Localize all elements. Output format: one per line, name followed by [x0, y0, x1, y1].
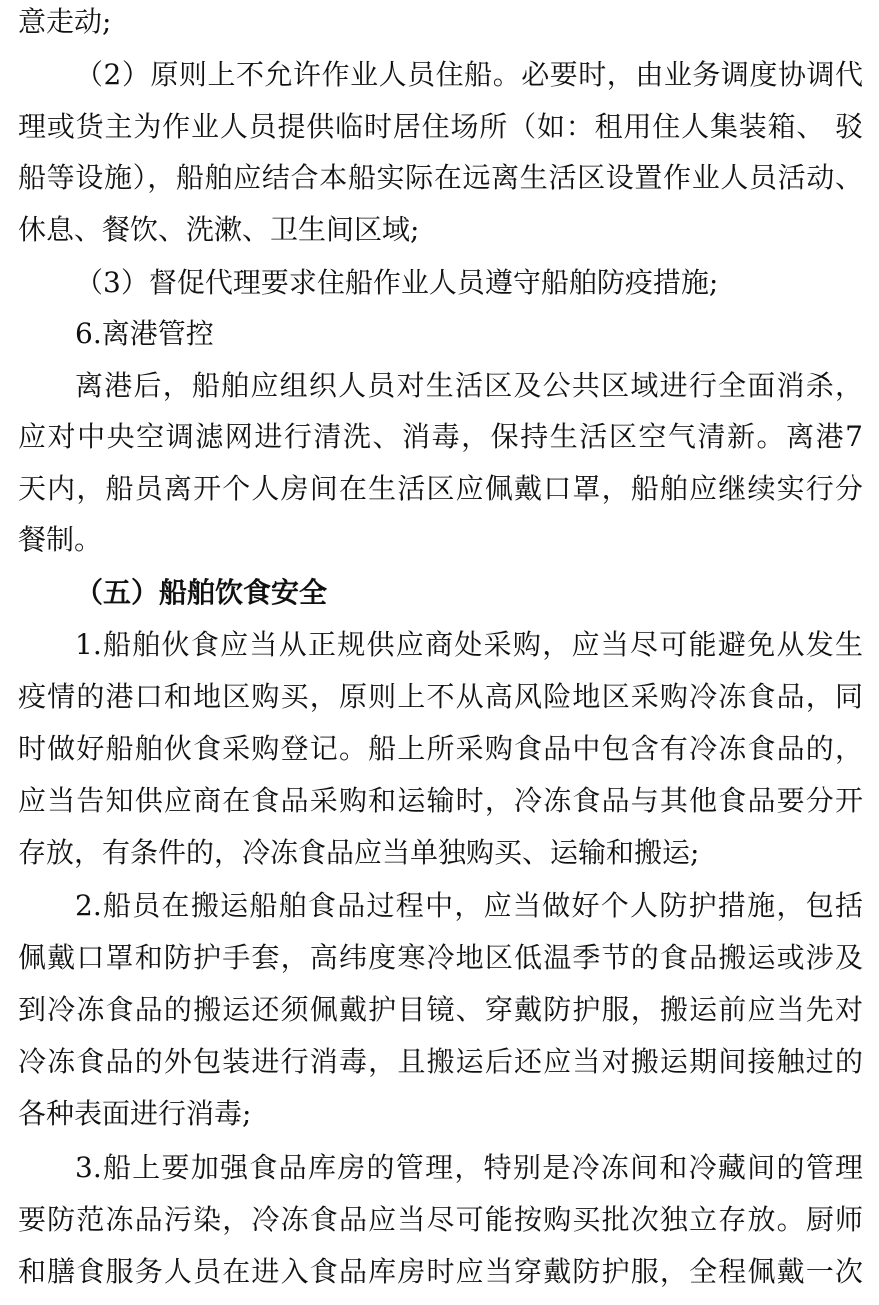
text-line: 3.船上要加强食品库房的管理，特别是冷冻间和冷藏间的管理	[75, 1151, 863, 1184]
text-line: 意走动;	[18, 5, 112, 38]
text-line: 船等设施），船舶应结合本船实际在远离生活区设置作业人员活动、	[18, 161, 863, 194]
paragraph-item-2-line: （2）原则上不允许作业人员住船。必要时，由业务调度协调代	[75, 58, 863, 91]
text-line: 时做好船舶伙食采购登记。船上所采购食品中包含有冷冻食品的，	[18, 732, 863, 765]
text-line: 要防范冻品污染，冷冻食品应当尽可能按购买批次独立存放。厨师	[18, 1203, 863, 1236]
text-line: 疫情的港口和地区购买，原则上不从高风险地区采购冷冻食品，同	[18, 680, 863, 713]
text-line: 天内，船员离开个人房间在生活区应佩戴口罩，船舶应继续实行分	[18, 472, 863, 505]
text-line: 存放，有条件的，冷冻食品应当单独购买、运输和搬运;	[18, 836, 700, 869]
paragraph-item-3-line: （3）督促代理要求住船作业人员遵守船舶防疫措施;	[75, 266, 719, 299]
text-line: 休息、餐饮、洗漱、卫生间区域;	[18, 213, 420, 246]
text-line: 理或货主为作业人员提供临时居住场所（如：租用住人集装箱、 驳	[18, 110, 863, 143]
text-line: 应当告知供应商在食品采购和运输时，冷冻食品与其他食品要分开	[18, 784, 863, 817]
text-line: 到冷冻食品的搬运还须佩戴护目镜、穿戴防护服，搬运前应当先对	[18, 993, 863, 1026]
text-line: 和膳食服务人员在进入食品库房时应当穿戴防护服，全程佩戴一次	[18, 1255, 863, 1288]
text-line: 离港后，船舶应组织人员对生活区及公共区域进行全面消杀，	[75, 369, 863, 402]
text-line: 应对中央空调滤网进行清洗、消毒，保持生活区空气清新。离港7	[18, 420, 863, 453]
text-line: 1.船舶伙食应当从正规供应商处采购，应当尽可能避免从发生	[75, 628, 863, 661]
text-line: 冷冻食品的外包装进行消毒，且搬运后还应当对搬运期间接触过的	[18, 1045, 863, 1078]
text-line: 佩戴口罩和防护手套，高纬度寒冷地区低温季节的食品搬运或涉及	[18, 941, 863, 974]
text-line: 各种表面进行消毒;	[18, 1097, 252, 1130]
section-heading-food-safety: （五）船舶饮食安全	[75, 576, 328, 609]
section-heading-departure-control: 6.离港管控	[75, 317, 214, 350]
text-line: 2.船员在搬运船舶食品过程中，应当做好个人防护措施，包括	[75, 889, 863, 922]
text-line: 餐制。	[18, 523, 103, 556]
